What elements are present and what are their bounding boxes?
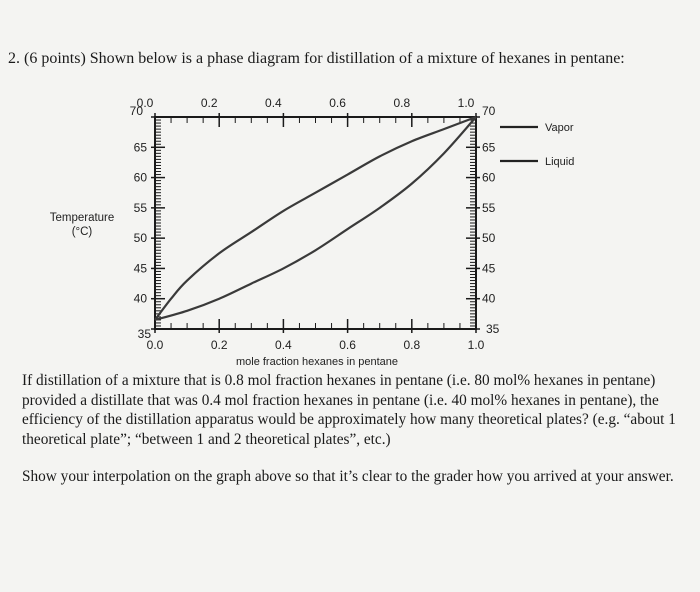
y-tick-label-right: 50 bbox=[482, 231, 496, 246]
question-heading: 2. (6 points) Shown below is a phase diagram for distillation of a mixture of hexanes in pentane: bbox=[8, 50, 625, 67]
question-paragraph-1: If distillation of a mixture that is 0.8 mol fraction hexanes in pentane (i.e. 80 mol% hexanes in pentane) provided a distillate that was 0.4 mol fraction hexanes in pentane (i.e. 40 mol% hexanes in pentane), the efficiency of the distillation apparatus would be approximately how many theoretical plates? (e.g. “about 1 theoretical plate”; “between 1 and 2 theoretical plates”, etc.) bbox=[22, 372, 676, 448]
x-tick-label-top: 1.0 bbox=[457, 96, 475, 110]
y-axis-label-line2: (°C) bbox=[71, 226, 93, 238]
plot-frame bbox=[155, 117, 476, 329]
y-tick-label-left: 35 bbox=[137, 327, 151, 341]
y-tick-label-left: 50 bbox=[133, 231, 147, 246]
x-tick-label-top: 0.8 bbox=[393, 96, 411, 110]
major-ticks bbox=[151, 113, 480, 333]
x-tick-labels-bottom bbox=[147, 338, 485, 352]
x-tick-label-bottom: 0.0 bbox=[146, 338, 164, 352]
x-tick-label-top: 0.6 bbox=[329, 96, 346, 110]
x-tick-label-top: 0.0 bbox=[136, 96, 154, 110]
y-tick-label-left: 70 bbox=[129, 104, 143, 118]
x-axis-label: mole fraction hexanes in pentane bbox=[235, 356, 399, 368]
liquid-curve bbox=[155, 117, 476, 320]
y-axis-label-line1: Temperature bbox=[49, 212, 115, 224]
question-paragraph-2: Show your interpolation on the graph above so that it’s clear to the grader how you arrived at your answer. bbox=[22, 468, 674, 485]
y-tick-label-right: 70 bbox=[482, 104, 496, 118]
y-tick-label-left: 65 bbox=[133, 140, 147, 155]
x-tick-label-bottom: 0.8 bbox=[403, 338, 421, 352]
y-tick-label-left: 40 bbox=[133, 291, 147, 306]
x-tick-label-bottom: 0.6 bbox=[339, 338, 356, 352]
vapor-legend-label: Vapor bbox=[545, 122, 574, 134]
y-tick-label-left: 55 bbox=[133, 200, 147, 215]
y-tick-labels-left bbox=[130, 104, 152, 341]
liquid-legend-label: Liquid bbox=[545, 156, 575, 168]
series-layer bbox=[155, 117, 476, 320]
minor-ticks bbox=[155, 117, 476, 329]
y-tick-label-right: 35 bbox=[486, 322, 500, 336]
y-tick-labels-right bbox=[482, 104, 500, 336]
x-tick-label-bottom: 0.2 bbox=[210, 338, 228, 352]
x-tick-label-top: 0.4 bbox=[265, 96, 282, 110]
y-tick-label-right: 40 bbox=[482, 291, 496, 306]
y-tick-label-right: 60 bbox=[482, 170, 496, 185]
legend bbox=[500, 122, 574, 168]
y-tick-label-right: 65 bbox=[482, 140, 496, 155]
y-tick-label-left: 45 bbox=[133, 261, 147, 276]
x-tick-label-bottom: 0.4 bbox=[275, 338, 292, 352]
y-tick-label-right: 45 bbox=[482, 261, 496, 276]
x-tick-labels-top bbox=[137, 96, 475, 110]
y-tick-label-right: 55 bbox=[482, 200, 496, 215]
y-tick-label-left: 60 bbox=[133, 170, 147, 185]
x-tick-label-bottom: 1.0 bbox=[467, 338, 485, 352]
x-tick-label-top: 0.2 bbox=[200, 96, 218, 110]
vapor-curve bbox=[155, 117, 476, 320]
